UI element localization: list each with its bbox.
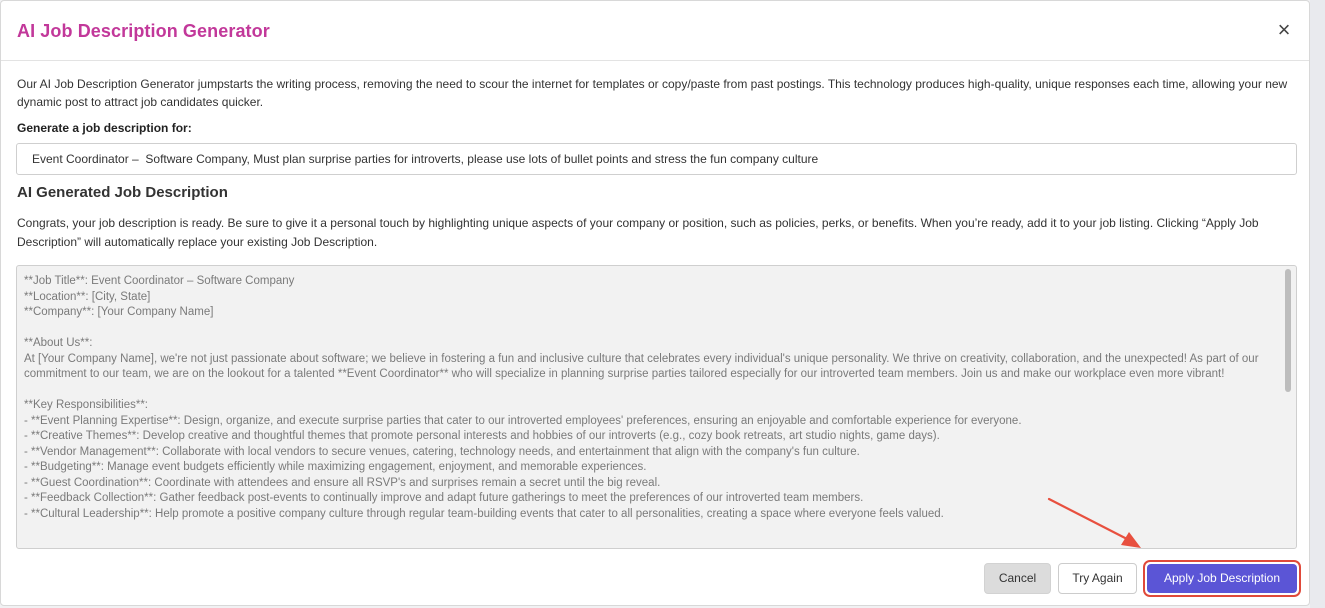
modal-header: [1, 1, 1309, 61]
apply-button-highlight: [1143, 560, 1301, 597]
generate-label: Generate a job description for:: [17, 121, 192, 135]
generated-description-text: **Job Title**: Event Coordinator – Software Company **Location**: [City, State] **Company**: [Your Company Name] **About Us**: At [Your Company Name], we're not just passionate about software; we believe in fostering a fun and inclusive culture that celebrates every individual's unique personality. We thrive on creativity, collaboration, and the unexpected! As part of our commitment to our team, we are on the lookout for a talented **Event Coordinator** who will specialize in planning surprise parties tailored especially for our introverted team members. Join us and make our workplace even more vibrant! **Key Responsibilities**: - **Event Planning Expertise**: Design, organize, and execute surprise parties that cater to our introverted employees' preferences, ensuring an enjoyable and comfortable experience for everyone. - **Creative Themes**: Develop creative and thoughtful themes that promote personal interests and hobbies of our introverts (e.g., cozy book retreats, art studio nights, game days). - **Vendor Management**: Collaborate with local vendors to secure venues, catering, technology needs, and entertainment that align with the company's fun culture. - **Budgeting**: Manage event budgets efficiently while maximizing engagement, enjoyment, and memorable experiences. - **Guest Coordination**: Coordinate with attendees and ensure all RSVP's and surprises remain a secret until the big reveal. - **Feedback Collection**: Gather feedback post-events to continually improve and adapt future gatherings to meet the preferences of our introverted team members. - **Cultural Leadership**: Help promote a positive company culture through regular team-building events that cater to all personalities, creating a space where everyone feels valued.: [24, 275, 1259, 520]
try-again-button[interactable]: Try Again: [1058, 563, 1137, 594]
generated-description-textarea[interactable]: [16, 265, 1297, 549]
ready-text: Congrats, your job description is ready. Be sure to give it a personal touch by highlighting unique aspects of your company or position, such as policies, perks, or benefits. When you’re ready, add it to your job listing. Clicking “Apply Job Description” will automatically replace your existing Job Description.: [17, 216, 1259, 249]
modal-title: AI Job Description Generator: [17, 21, 270, 41]
job-prompt-input[interactable]: [16, 143, 1297, 175]
apply-job-description-button[interactable]: Apply Job Description: [1147, 564, 1297, 593]
output-scrollbar[interactable]: [1282, 268, 1294, 546]
scrollbar-thumb[interactable]: [1285, 269, 1291, 392]
ai-generated-heading: AI Generated Job Description: [17, 184, 228, 201]
background-strip: [1310, 0, 1325, 608]
close-icon[interactable]: ×: [1277, 17, 1291, 42]
intro-text: Our AI Job Description Generator jumpstarts the writing process, removing the need to scour the internet for templates or copy/paste from past postings. This technology produces high-quality, unique responses each time, allowing your new dynamic post to attract job candidates quicker.: [17, 77, 1288, 109]
cancel-button[interactable]: Cancel: [984, 563, 1051, 594]
